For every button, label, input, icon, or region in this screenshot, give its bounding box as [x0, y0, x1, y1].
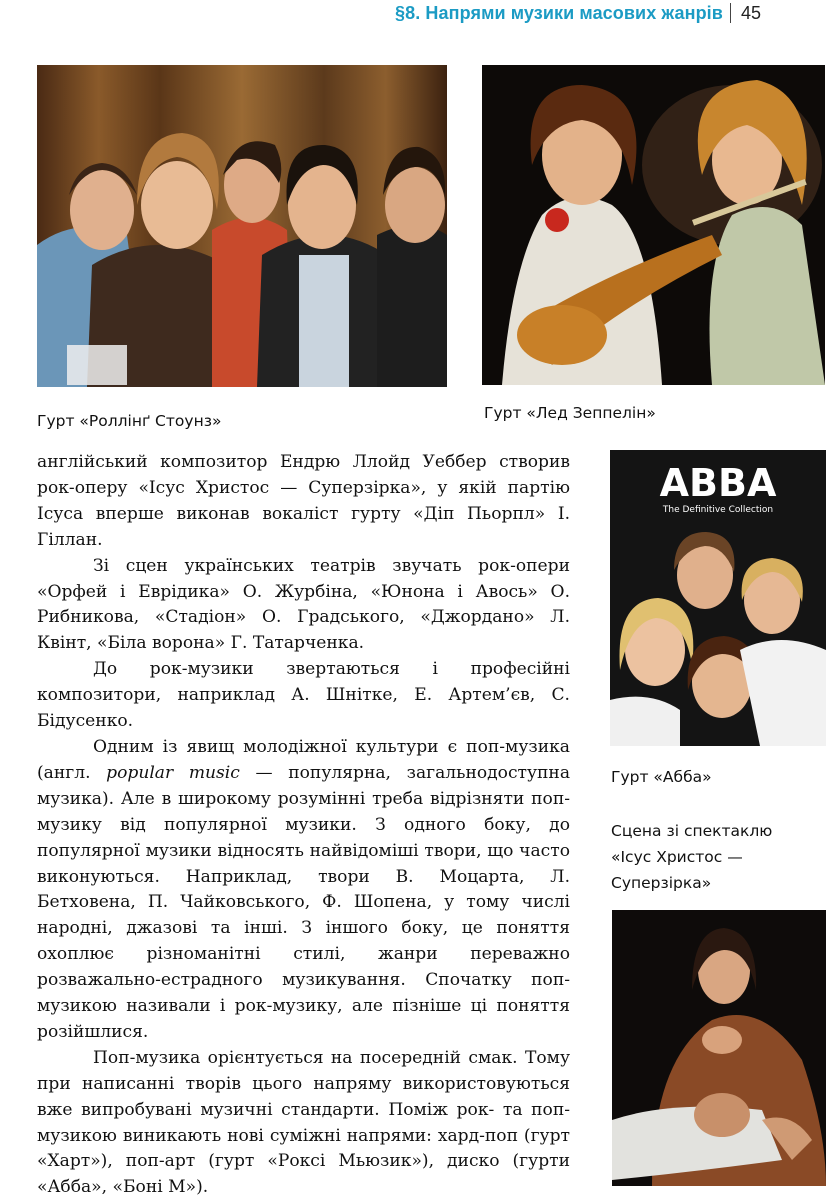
- abba-album-cover: [610, 450, 826, 746]
- caption-led-zeppelin: Гурт «Лед Зеппелін»: [484, 404, 656, 422]
- caption-scene-line-3: Суперзірка»: [611, 874, 712, 892]
- caption-scene-line-2: «Ісус Христос —: [611, 848, 743, 866]
- caption-rolling-stones: Гурт «Роллінґ Стоунз»: [37, 412, 222, 430]
- chapter-title: §8. Напрями музики масових жанрів: [395, 2, 723, 23]
- paragraph-2: Зі сцен українських театрів звучать рок-опери «Орфей і Еврідика» О. Журбіна, «Юнона і Авось» О. Рибникова, «Стадіон» О. Градського, «Джордано» Л. Квінт, «Біла ворона» Г. Татарченка.: [37, 555, 570, 654]
- header-divider: [730, 3, 731, 23]
- page-header: [395, 0, 761, 26]
- jesus-christ-superstar-scene-photo: [612, 910, 826, 1186]
- caption-scene-line-1: Сцена зі спектаклю: [611, 822, 773, 840]
- main-text: [37, 450, 570, 1201]
- led-zeppelin-photo: [482, 65, 825, 385]
- paragraph-3: До рок-музики звертаються і професійні композитори, наприклад А. Шнітке, Е. Артем’єв, С. Бідусенко.: [37, 659, 570, 732]
- abba-subtitle-text: The Definitive Collection: [662, 505, 774, 515]
- paragraph-4-part-a: Одним із явищ молодіжної культури є поп-музика (англ.: [37, 736, 570, 783]
- abba-logo-text: ABBA: [659, 461, 777, 505]
- paragraph-5: Поп-музика орієнтується на посередній смак. Тому при написанні творів цього напряму використовуються вже випробувані музичні стандарти. Поміж рок- та поп-музикою виникають нові суміжні напрями: хард-поп (гурт «Харт»), поп-арт (гурт «Роксі Мьюзик»), диско (гурти «Абба», «Боні М»).: [37, 1047, 570, 1198]
- paragraph-4: [37, 735, 570, 1046]
- page-number: 45: [740, 2, 761, 23]
- paragraph-4-italic: popular music: [106, 762, 240, 783]
- caption-abba: Гурт «Абба»: [611, 768, 712, 786]
- paragraph-1: англійський композитор Ендрю Ллойд Уеббер створив рок-оперу «Ісус Христос — Суперзірка», у якій партію Ісуса вперше виконав вокаліст гурту «Діп Пьорпл» І. Гіллан.: [37, 452, 570, 550]
- caption-jesus-christ-superstar: [611, 818, 831, 896]
- paragraph-4-part-b: — популярна, загальнодоступна музика). Але в широкому розумінні треба відрізняти поп-музику від популярної музики. З одного боку, до популярної музики відносять найвідоміші твори, що часто виконуються. Наприклад, твори В. Моцарта, Л. Бетховена, П. Чайковського, Ф. Шопена, у тому числі народні, джазові та інші. З іншого боку, це поняття охоплює різноманітні стилі, жанри переважно розважально-естрадного музикування. Спочатку поп-музикою називали і рок-музику, але пізніше ці поняття розійшлися.: [37, 762, 571, 1042]
- rolling-stones-photo: [37, 65, 447, 387]
